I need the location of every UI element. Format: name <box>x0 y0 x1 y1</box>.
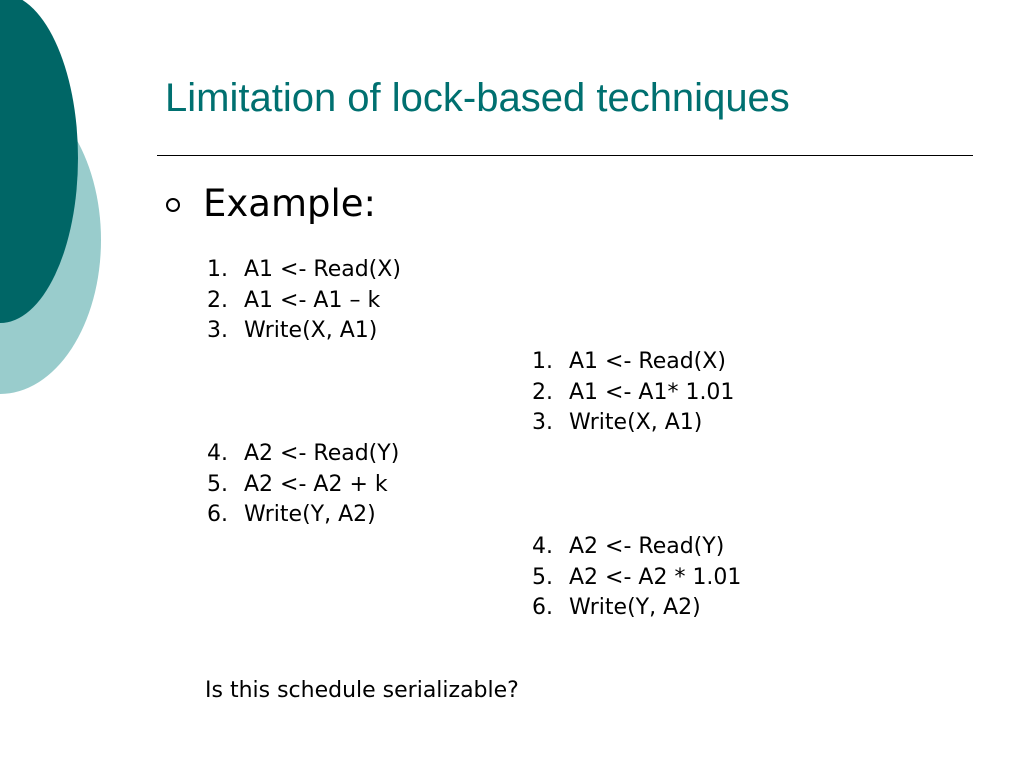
step-text: Write(Y, A2) <box>244 502 376 528</box>
list-item <box>532 593 741 624</box>
step-text: Write(X, A1) <box>244 318 378 344</box>
list-item <box>207 500 399 531</box>
step-number: 5. <box>532 564 553 590</box>
step-number: 6. <box>207 502 228 528</box>
list-item <box>207 439 399 470</box>
list-item <box>207 286 401 317</box>
hollow-circle-icon <box>166 198 180 212</box>
step-text: A2 <- Read(Y) <box>244 441 400 466</box>
list-item <box>532 378 734 409</box>
list-item <box>207 316 401 347</box>
list-item <box>207 255 401 286</box>
step-text: Write(X, A1) <box>569 410 703 436</box>
step-text: A2 <- A2 * 1.01 <box>569 564 742 590</box>
step-text: A2 <- A2 + k <box>244 471 388 497</box>
step-number: 2. <box>207 287 228 313</box>
list-item <box>532 408 734 439</box>
slide-corner-decoration <box>0 0 110 400</box>
serializability-question: Is this schedule serializable? <box>205 678 519 703</box>
step-number: 1. <box>532 349 553 374</box>
step-text: A1 <- A1* 1.01 <box>569 379 735 405</box>
slide-title: Limitation of lock-based techniques <box>165 76 790 120</box>
step-number: 4. <box>532 534 553 559</box>
step-number: 4. <box>207 441 228 466</box>
step-text: A2 <- Read(Y) <box>569 534 725 559</box>
transaction-1-steps-4-6 <box>207 439 399 531</box>
list-item <box>207 470 399 501</box>
list-item <box>532 347 734 378</box>
step-number: 3. <box>532 410 553 436</box>
step-text: A1 <- Read(X) <box>244 257 401 282</box>
step-text: A1 <- A1 – k <box>244 287 381 313</box>
step-text: A1 <- Read(X) <box>569 349 726 374</box>
transaction-2-steps-4-6 <box>532 532 741 624</box>
step-number: 1. <box>207 257 228 282</box>
bullet-example: Example: <box>203 182 376 225</box>
step-number: 2. <box>532 379 553 405</box>
step-number: 5. <box>207 471 228 497</box>
step-text: Write(Y, A2) <box>569 595 701 621</box>
list-item <box>532 563 741 594</box>
step-number: 6. <box>532 595 553 621</box>
transaction-1-steps-1-3 <box>207 255 401 347</box>
transaction-2-steps-1-3 <box>532 347 734 439</box>
title-divider <box>157 155 973 156</box>
list-item <box>532 532 741 563</box>
step-number: 3. <box>207 318 228 344</box>
